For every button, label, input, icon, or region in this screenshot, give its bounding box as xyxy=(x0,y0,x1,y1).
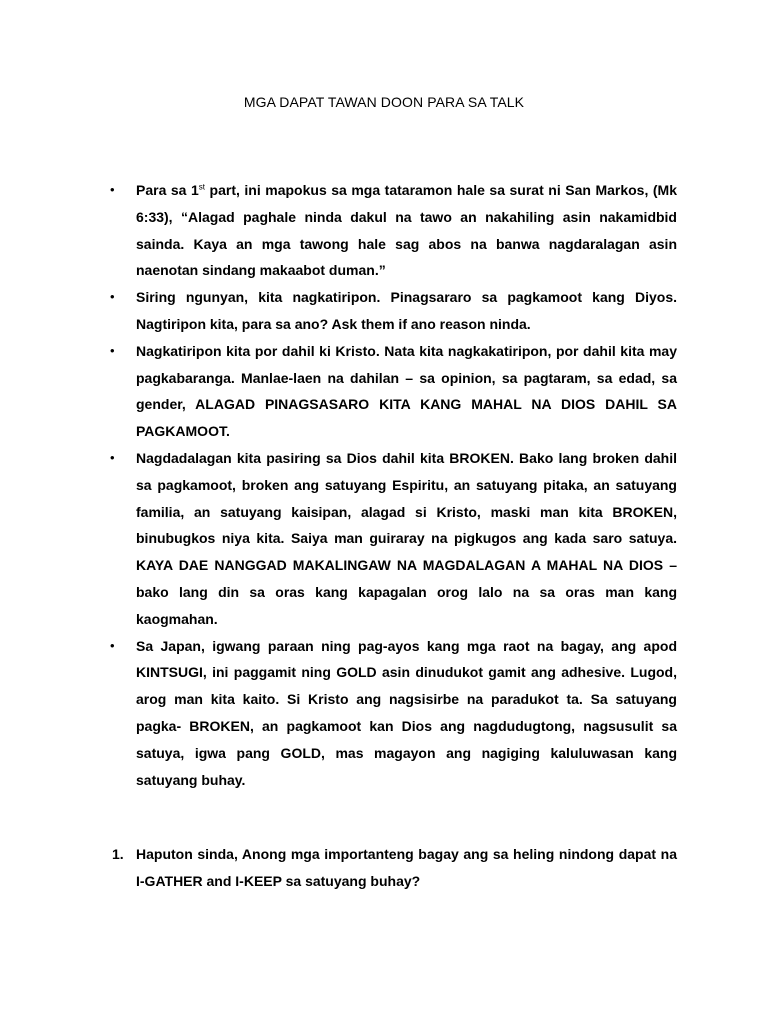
document-title: MGA DAPAT TAWAN DOON PARA SA TALK xyxy=(243,94,525,110)
bullet-list xyxy=(0,177,768,793)
bullet-icon: • xyxy=(110,342,115,358)
numbered-question xyxy=(0,841,768,895)
bullet-item-3 xyxy=(0,338,768,445)
bullet-item-1 xyxy=(0,177,768,284)
bullet-text: Nagkatiripon kita por dahil ki Kristo. Nata kita nagkakatiripon, por dahil kita may pagkabaranga. Manlae-laen na dahilan – sa opinion, sa pagtaram, sa edad, sa gender, ALAGAD PINAGSASARO KITA KANG MAHAL NA DIOS DAHIL SA PAGKAMOOT. xyxy=(136,342,677,440)
bullet-text: Siring ngunyan, kita nagkatiripon. Pinagsararo sa pagkamoot kang Diyos. Nagtiripon kita, para sa ano? Ask them if ano reason ninda. xyxy=(136,289,677,332)
superscript-ordinal: st xyxy=(198,182,206,192)
bullet-text: Nagdadalagan kita pasiring sa Dios dahil kita BROKEN. Bako lang broken dahil sa pagkamoot, broken ang satuyang Espiritu, an satuyang pitaka, an satuyang familia, an satuyang kaisipan, alagad si Kristo, maski man kita BROKEN, binubugkos niya kita. Saiya man guiraray na pigkugos ang kada saro satuya. KAYA DAE NANGGAD MAKALINGAW NA MAGDALAGAN A MAHAL NA DIOS – bako lang din sa oras kang kapagalan orog lalo na sa oras man kang kaogmahan. xyxy=(136,449,677,627)
bullet-item-2 xyxy=(0,284,768,338)
bullet-icon: • xyxy=(110,289,115,305)
bullet-text: part, ini mapokus sa mga tataramon hale sa surat ni San Markos, (Mk 6:33), “Alagad paghale ninda dakul na tawo an nakahiling asin nakamidbid sainda. Kaya an mga tawong hale sag abos na banwa nagdaralagan asin naenotan sindang makaabot duman.” xyxy=(136,182,677,279)
bullet-icon: • xyxy=(110,637,115,653)
question-number: 1. xyxy=(112,846,124,862)
bullet-icon: • xyxy=(110,182,115,197)
question-text: Haputon sinda, Anong mga importanteng bagay ang sa heling nindong dapat na I-GATHER and I-KEEP sa satuyang buhay? xyxy=(136,846,677,889)
bullet-item-4 xyxy=(0,445,768,633)
bullet-icon: • xyxy=(110,449,115,465)
bullet-text-prefix: Para sa 1 xyxy=(136,182,199,198)
bullet-text: Sa Japan, igwang paraan ning pag-ayos kang mga raot na bagay, ang apod KINTSUGI, ini paggamit ning GOLD asin dinudukot gamit ang adhesive. Lugod, arog man kita kaito. Si Kristo ang nagsisirbe na paradukot ta. Sa satuyang pagka- BROKEN, an pagkamoot kan Dios ang nagdudugtong, nagsusulit sa satuya, igwa pang GOLD, mas magayon ang nagiging kaluluwasan kang satuyang buhay. xyxy=(136,637,677,788)
bullet-item-5 xyxy=(0,633,768,794)
